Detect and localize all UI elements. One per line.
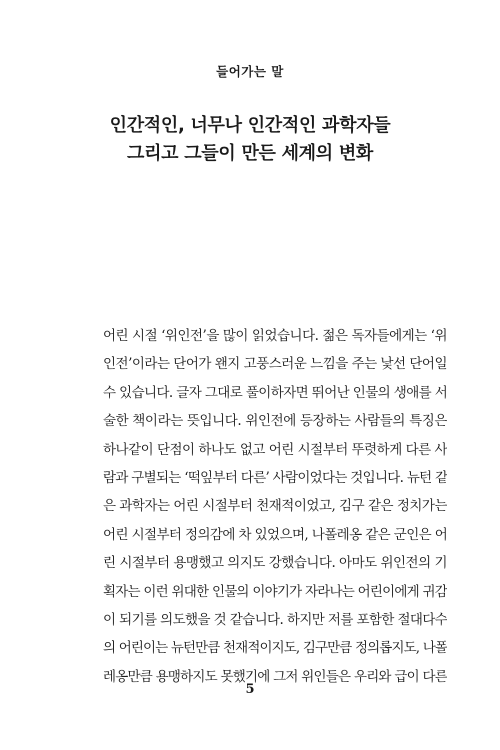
chapter-title-line-2: 그리고 그들이 만든 세계의 변화 <box>126 143 373 164</box>
body-line-3: 수 있습니다. 글자 그대로 풀이하자면 뛰어난 인물의 생애를 서 <box>103 384 447 401</box>
section-label: 들어가는 말 <box>216 64 284 79</box>
body-line-11: 이 되기를 의도했을 것 같습니다. 하지만 저를 포함한 절대다수 <box>103 611 447 628</box>
body-line-10: 획자는 이런 위대한 인물의 이야기가 자라나는 어린이에게 귀감 <box>103 583 447 600</box>
body-line-13: 레옹만큼 용맹하지도 못했기에 그저 위인들은 우리와 급이 다른 <box>103 668 447 685</box>
chapter-title <box>0 112 500 168</box>
body-paragraph <box>103 322 447 691</box>
page-number: 5 <box>245 682 255 697</box>
body-line-8: 어린 시절부터 정의감에 차 있었으며, 나폴레옹 같은 군인은 어 <box>103 526 447 543</box>
body-line-9: 린 시절부터 용맹했고 의지도 강했습니다. 아마도 위인전의 기 <box>103 555 447 572</box>
chapter-title-line-1: 인간적인, 너무나 인간적인 과학자들 <box>109 115 391 136</box>
body-line-6: 람과 구별되는 ‘떡잎부터 다른’ 사람이었다는 것입니다. 뉴턴 같 <box>103 469 447 486</box>
body-line-12: 의 어린이는 뉴턴만큼 천재적이지도, 김구만큼 정의롭지도, 나폴 <box>103 640 447 657</box>
body-line-2: 인전’이라는 단어가 왠지 고풍스러운 느낌을 주는 낯선 단어일 <box>103 356 447 373</box>
body-line-5: 하나같이 단점이 하나도 없고 어린 시절부터 뚜렷하게 다른 사 <box>103 441 447 458</box>
body-line-4: 술한 책이라는 뜻입니다. 위인전에 등장하는 사람들의 특징은 <box>103 413 447 430</box>
body-line-1: 어린 시절 ‘위인전’을 많이 읽었습니다. 젊은 독자들에게는 ‘위 <box>103 328 447 344</box>
body-line-7: 은 과학자는 어린 시절부터 천재적이었고, 김구 같은 정치가는 <box>103 498 447 515</box>
